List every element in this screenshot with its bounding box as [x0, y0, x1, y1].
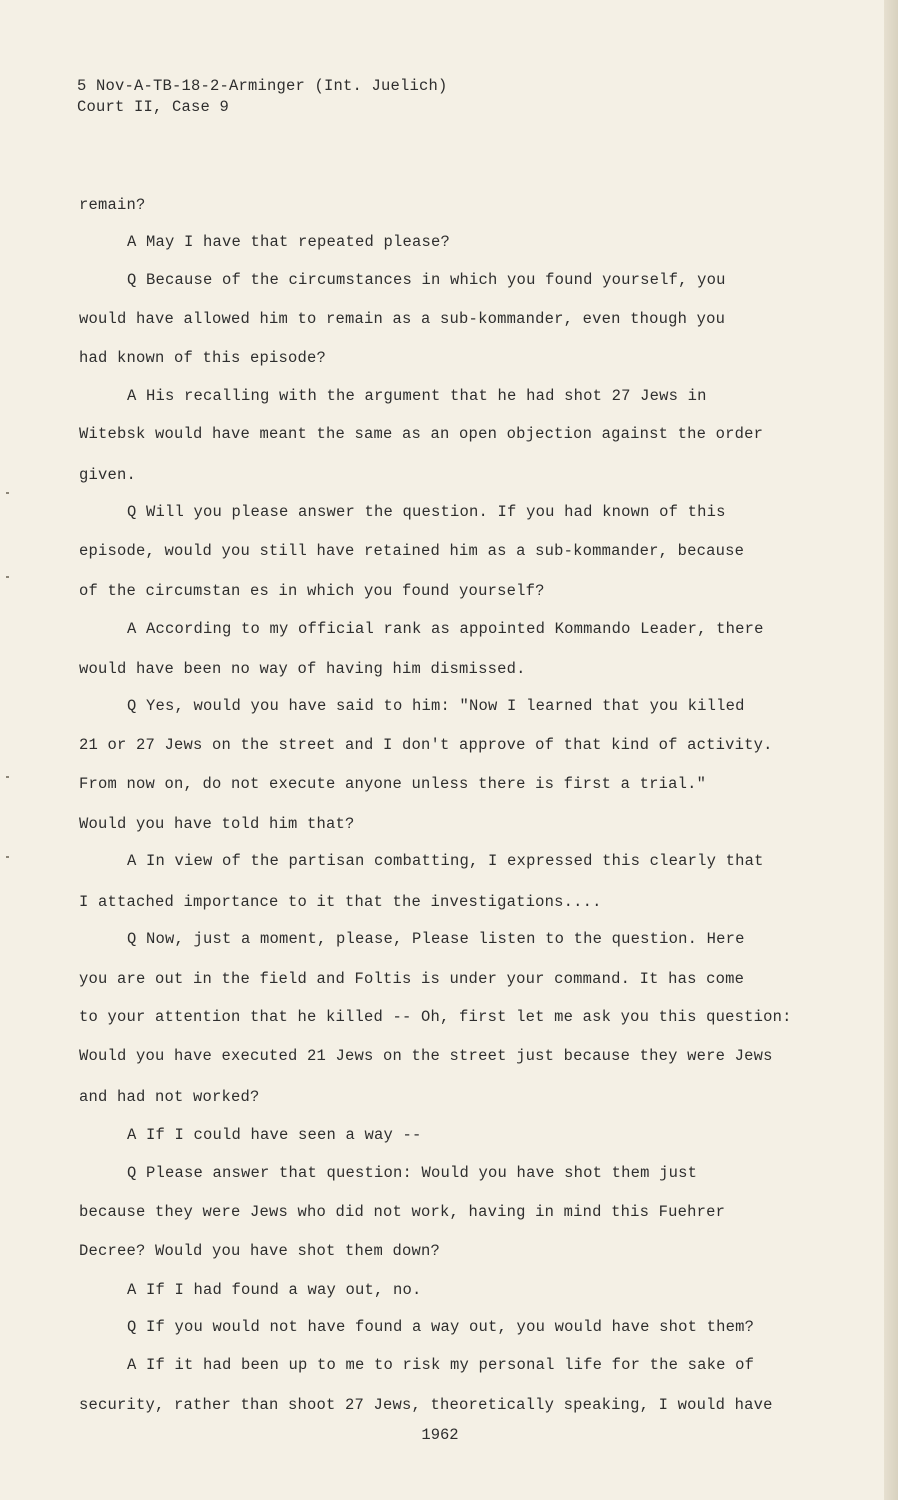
text-line: A May I have that repeated please?: [127, 233, 451, 251]
header-case-reference: 5 Nov-A-TB-18-2-Arminger (Int. Juelich): [77, 77, 448, 95]
text-line: Q Will you please answer the question. If you had known of this: [127, 503, 726, 521]
text-line: and had not worked?: [79, 1088, 260, 1106]
header-court: Court II, Case 9: [77, 98, 230, 116]
text-line: I attached importance to it that the investigations....: [79, 893, 602, 911]
text-line: you are out in the field and Foltis is under your command. It has come: [79, 970, 745, 988]
text-line: Would you have told him that?: [79, 815, 355, 833]
margin-mark: [6, 856, 9, 858]
text-line: to your attention that he killed -- Oh, first let me ask you this question:: [79, 1008, 792, 1026]
text-line: security, rather than shoot 27 Jews, theoretically speaking, I would have: [79, 1396, 773, 1414]
text-line: had known of this episode?: [79, 349, 327, 367]
margin-mark: [6, 576, 9, 578]
text-line: From now on, do not execute anyone unless there is first a trial.": [79, 775, 707, 793]
text-line: A If it had been up to me to risk my personal life for the sake of: [127, 1356, 755, 1374]
text-line: given.: [79, 466, 137, 484]
text-line: Decree? Would you have shot them down?: [79, 1242, 441, 1260]
page-edge: [884, 0, 898, 1500]
margin-mark: [6, 776, 9, 778]
text-line: Q If you would not have found a way out, you would have shot them?: [127, 1318, 755, 1336]
text-line: would have allowed him to remain as a sub-kommander, even though you: [79, 310, 726, 328]
text-line: 21 or 27 Jews on the street and I don't approve of that kind of activity.: [79, 736, 773, 754]
text-line: Q Please answer that question: Would you have shot them just: [127, 1164, 698, 1182]
text-line: remain?: [79, 196, 146, 214]
text-line: Q Yes, would you have said to him: "Now I learned that you killed: [127, 697, 745, 715]
text-line: A His recalling with the argument that he had shot 27 Jews in: [127, 387, 707, 405]
margin-mark: [6, 492, 9, 494]
text-line: A According to my official rank as appointed Kommando Leader, there: [127, 620, 764, 638]
text-line: Witebsk would have meant the same as an open objection against the order: [79, 425, 764, 443]
text-line: would have been no way of having him dismissed.: [79, 660, 526, 678]
text-line: A If I could have seen a way --: [127, 1126, 422, 1144]
text-line: of the circumstan es in which you found yourself?: [79, 582, 545, 600]
text-line: Q Because of the circumstances in which you found yourself, you: [127, 271, 726, 289]
text-line: Q Now, just a moment, please, Please listen to the question. Here: [127, 930, 745, 948]
text-line: A If I had found a way out, no.: [127, 1281, 422, 1299]
text-line: Would you have executed 21 Jews on the street just because they were Jews: [79, 1047, 773, 1065]
page-number: 1962: [421, 1426, 459, 1444]
text-line: A In view of the partisan combatting, I expressed this clearly that: [127, 852, 764, 870]
text-line: episode, would you still have retained him as a sub-kommander, because: [79, 542, 745, 560]
text-line: because they were Jews who did not work, having in mind this Fuehrer: [79, 1203, 726, 1221]
